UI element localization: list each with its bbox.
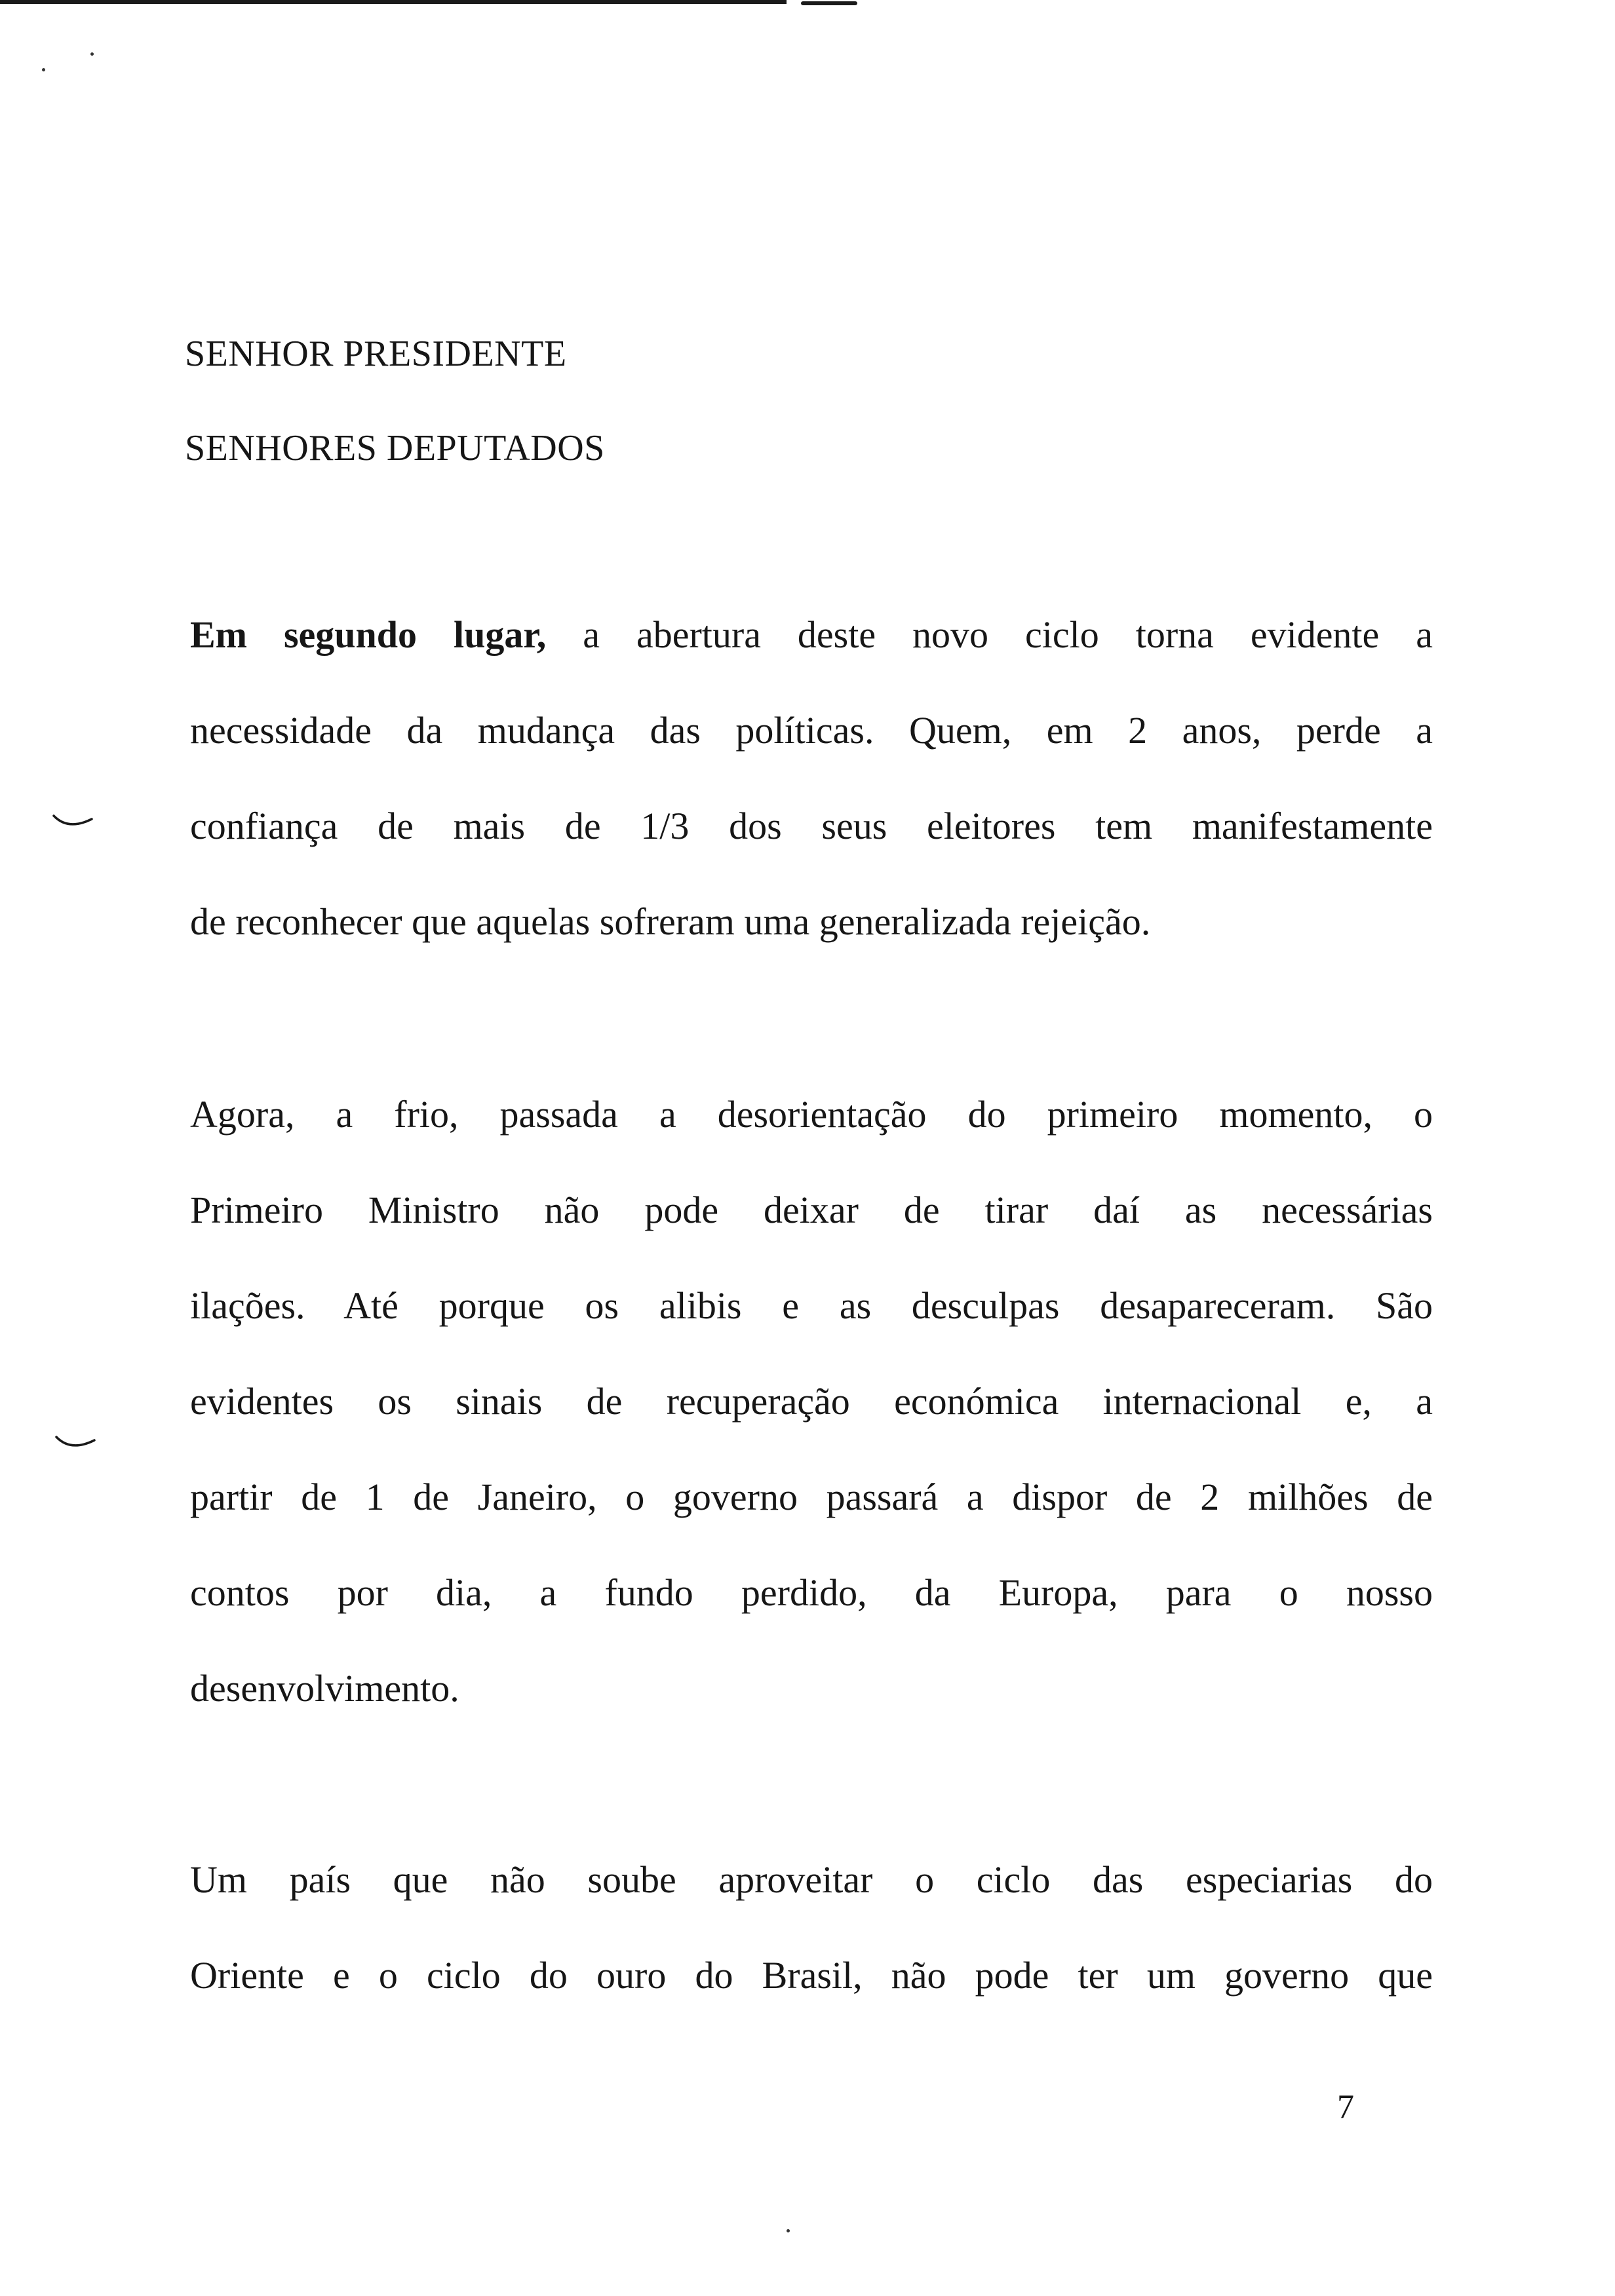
paragraph-1-line-1: [190, 613, 1433, 656]
salutation-deputies: SENHORES DEPUTADOS: [185, 428, 605, 469]
page-number: 7: [1337, 2088, 1354, 2126]
paragraph-1-line-2: necessidade da mudança das políticas. Quem, em 2 anos, perde a: [190, 709, 1433, 752]
paragraph-1-line-3: confiança de mais de 1/3 dos seus eleitores tem manifestamente: [190, 805, 1433, 847]
salutation-president: SENHOR PRESIDENTE: [185, 334, 567, 374]
paragraph-1-line-4: de reconhecer que aquelas sofreram uma generalizada rejeição.: [190, 900, 1151, 943]
margin-tick-mark: [52, 814, 93, 831]
margin-tick-mark: [55, 1435, 96, 1452]
paragraph-2-line-4: evidentes os sinais de recuperação económica internacional e, a: [190, 1380, 1433, 1423]
top-border-mark: [801, 1, 857, 5]
paragraph-2-line-3: ilações. Até porque os alibis e as desculpas desapareceram. São: [190, 1284, 1433, 1327]
paragraph-3-line-2: Oriente e o ciclo do ouro do Brasil, não pode ter um governo que: [190, 1954, 1433, 1997]
paragraph-1-line-1-rest: a abertura deste novo ciclo torna evidente a: [546, 613, 1433, 656]
paragraph-3-line-1: Um país que não soube aproveitar o ciclo das especiarias do: [190, 1858, 1433, 1901]
bold-lead-phrase: Em segundo lugar,: [190, 613, 547, 656]
scan-speck: [787, 2229, 790, 2232]
scan-speck: [90, 52, 94, 56]
paragraph-2-line-6: contos por dia, a fundo perdido, da Europa, para o nosso: [190, 1571, 1433, 1614]
scan-speck: [42, 68, 45, 71]
paragraph-2-line-5: partir de 1 de Janeiro, o governo passará a dispor de 2 milhões de: [190, 1476, 1433, 1518]
paragraph-2-line-7: desenvolvimento.: [190, 1667, 459, 1710]
paragraph-2-line-1: Agora, a frio, passada a desorientação do primeiro momento, o: [190, 1093, 1433, 1136]
top-border-rule: [0, 0, 787, 4]
paragraph-2-line-2: Primeiro Ministro não pode deixar de tirar daí as necessárias: [190, 1189, 1433, 1231]
